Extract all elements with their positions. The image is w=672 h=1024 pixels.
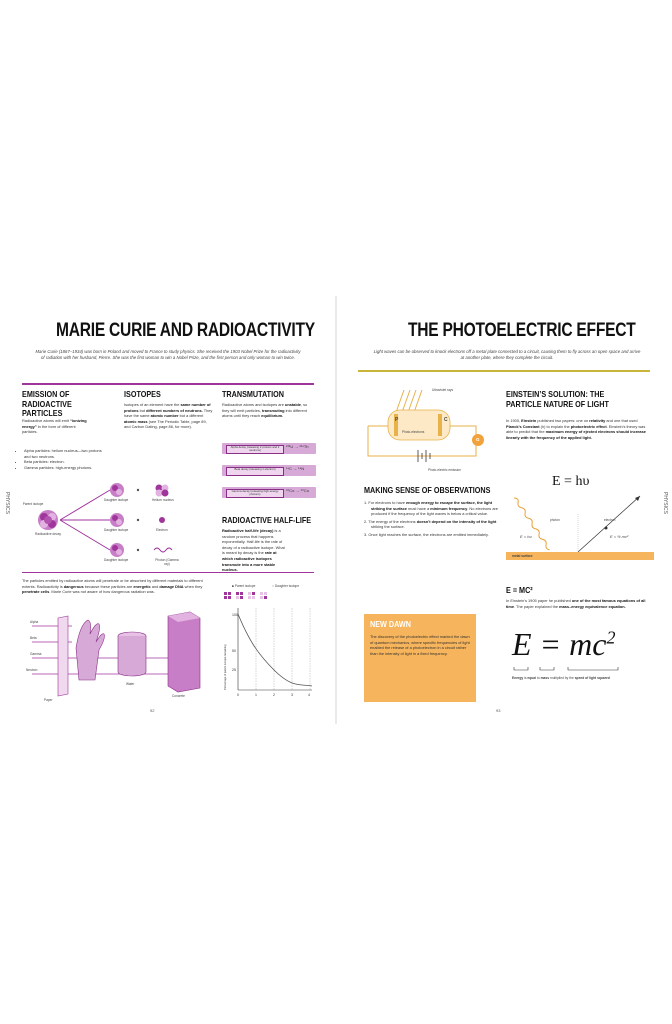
right-page-title: THE PHOTOELECTRIC EFFECT — [408, 320, 636, 341]
electron-path — [578, 496, 640, 552]
emission-heading: EMISSION OF RADIOACTIVE PARTICLES — [22, 389, 72, 418]
list-item: 3. Once light reaches the surface, the electrons are emitted immediately. — [364, 531, 489, 537]
emc-heading: E = MC² — [506, 585, 533, 595]
list-item: 1. For electrons to have enough energy to escape the surface, the light striking the surface must have a minimum frequency. No electrons are produced if the frequency of the light waves is below a critical value. — [364, 500, 498, 517]
y-tick-100: 100 — [232, 613, 238, 617]
beta-label: Beta — [30, 636, 37, 640]
electron-dot — [605, 527, 608, 530]
x-tick-1: 1 — [255, 693, 257, 697]
x-tick-3: 3 — [291, 693, 293, 697]
atom-grid — [224, 592, 267, 599]
equation-brackets — [512, 666, 642, 674]
einstein-heading: EINSTEIN’S SOLUTION: THE PARTICLE NATURE OF LIGHT — [506, 389, 609, 409]
metal-surface-label: metal surface — [512, 554, 533, 558]
photoelectric-circuit — [358, 378, 498, 478]
list-item: • Gamma particles: high-energy photons. — [24, 465, 104, 471]
galvanometer-label: G — [476, 437, 480, 442]
isotopes-text: Isotopes of an element have the same number of protons but different numbers of neutrons. They have the same atomic number but a different atomic mass (see The Periodic Table, page 89, and Carbon Dating, page 86, for more). — [124, 402, 213, 430]
concrete-block — [168, 612, 200, 692]
penetration-text: The particles emitted by radioactive atoms will penetrate or be absorbed by different materials to different extents. Radioactivity is dangerous because these particles are energetic and damage DNA when they penetrate cells. Marie Curie was not aware of how dangerous radiation was. — [22, 578, 203, 595]
decay-diagram — [22, 478, 212, 566]
new-dawn-heading: NEW DAWN — [370, 619, 411, 629]
legend-daughter: ○ Daughter isotope — [272, 584, 300, 588]
plate-c — [438, 414, 442, 436]
alpha-label: Alpha — [30, 620, 39, 624]
penetration-diagram — [22, 608, 212, 704]
parent-isotope-label: Parent isotope — [22, 502, 44, 506]
photon-label: Photon (Gamma ray) — [155, 558, 179, 566]
new-dawn-box — [364, 614, 476, 702]
right-page — [336, 296, 672, 724]
left-page-title: MARIE CURIE AND RADIOACTIVITY — [56, 320, 315, 341]
neutron-label: Neutron — [26, 668, 38, 672]
left-side-label: PHYSICS — [4, 492, 10, 514]
parent-isotope-icon — [38, 510, 58, 530]
gamma-label: Gamma — [30, 652, 42, 656]
decay-label: Radioactive decay — [34, 532, 62, 536]
halflife-chart — [222, 590, 316, 700]
daughter-label-1: Daughter isotope — [104, 498, 129, 502]
emc-equation: $E = mc^2$ — [512, 626, 616, 662]
right-intro: Light waves can be observed to knock electrons off a metal plate connected to a circuit, causing them to fly across an open space and arrive at another plate, where they complete the circuit. — [373, 349, 641, 360]
right-side-label: PHYSICS — [662, 492, 668, 514]
left-header-rule — [22, 383, 314, 385]
gamma-decay-equation: Gamma decay (releasing high-energy photons) ⁶⁰Co → ⁶⁰Co — [222, 487, 316, 498]
y-tick-50: 50 — [232, 649, 236, 653]
daughter-isotope-icon — [110, 483, 124, 557]
photon-energy-label: E = hυ — [520, 534, 532, 539]
plate-c-label: C — [444, 417, 448, 423]
photoelectrons-label: Photo-electrons — [402, 430, 425, 434]
left-page — [0, 296, 336, 724]
helium-nucleus-icon — [156, 485, 169, 497]
transmutation-heading: TRANSMUTATION — [222, 389, 284, 399]
book-spread — [0, 296, 672, 724]
x-tick-4: 4 — [308, 693, 310, 697]
left-mid-rule — [22, 572, 314, 573]
hand-icon — [76, 620, 104, 680]
photon-label: photon — [550, 518, 560, 522]
daughter-label-3: Daughter isotope — [104, 558, 129, 562]
x-tick-2: 2 — [273, 693, 275, 697]
beta-decay-equation: Beta decay (releasing 1 electron) ¹⁴C → ¹⁴N — [222, 465, 316, 476]
transmutation-text: Radioactive atoms and isotopes are unstable, so they will emit particles, transmuting into different atoms until they reach equilibrium. — [222, 402, 308, 419]
einstein-equation: E = hυ — [552, 474, 590, 489]
electron-icon — [159, 517, 165, 523]
electron-label: Electron — [156, 528, 168, 532]
photon-wave-icon — [506, 497, 562, 550]
kinetic-energy-label: E = ½ mv² — [610, 534, 629, 539]
einstein-text: In 1905, Einstein published two papers: one on relativity and one that used Planck’s Constant (h) to explain the photoelectric effect. Einstein’s theory was able to predict that the maximum energy of ejected electrons should increase linearly with the frequency of the applied light. — [506, 418, 646, 440]
alpha-decay-equation: Alpha decay (releasing 2 protons and 2 neutrons) ²³⁸U → ²³⁴Th — [222, 443, 316, 454]
plate-p-label: P — [395, 417, 399, 423]
new-dawn-text: The discovery of the photoelectric effect marked the dawn of quantum mechanics, where specific frequencies of light enabled the release of a photoelectron in a circuit rather than the intensity of light in a fixed frequency. — [370, 634, 470, 656]
isotopes-heading: ISOTOPES — [124, 389, 161, 399]
gamma-wave-icon — [154, 548, 172, 552]
list-item: • Beta particles: electron. — [24, 459, 104, 465]
left-intro: Marie Curie (1867–1934) was born in Poland and moved to France to study physics. She received the 1903 Nobel Prize for the radioactivity of radiation with her husband, Pierre. She was the first woman to win a Nobel Prize, and the first person and only woman to win twice. — [35, 349, 301, 360]
list-item: • Alpha particles: helium nucleus—two protons and two neutrons. — [24, 448, 104, 459]
emc-text: In Einstein’s 1905 paper he published one of the most famous equations of all time. The paper explained the mass–energy equivalence equation. — [506, 598, 646, 609]
emission-label: Photo-electric emission — [428, 468, 461, 472]
emission-bullets — [14, 448, 104, 470]
left-page-number: 92 — [150, 708, 155, 713]
x-tick-0: 0 — [237, 693, 239, 697]
decay-curve — [238, 614, 312, 686]
emission-text: Radioactive atoms will emit “ionizing energy” in the form of different particles. — [22, 418, 87, 435]
list-item: 2. The energy of the electrons doesn’t depend on the intensity of the light striking the surface. — [364, 518, 497, 530]
y-axis-label: Percentage of parent isotope remaining — [224, 644, 227, 690]
helium-label: Helium nucleus — [152, 498, 174, 502]
paper-label: Paper — [44, 698, 53, 702]
uv-label: Ultraviolet rays — [432, 388, 454, 392]
legend-parent: ■ Parent isotope — [232, 584, 256, 588]
halflife-text: Radioactive half-life (decay) is a random process that happens exponentially. Half-life is the rate of decay of a radioactive isotope. What is meant by decay is the rate at which radioactive isotopes transmute into a more stable nucleus. — [222, 528, 285, 573]
observations-list — [364, 500, 498, 538]
observations-heading: MAKING SENSE OF OBSERVATIONS — [364, 485, 491, 495]
water-container — [118, 636, 146, 676]
y-tick-25: 25 — [232, 668, 236, 672]
concrete-label: Concrete — [172, 694, 185, 698]
paper-sheet — [58, 616, 68, 696]
halflife-heading: RADIOACTIVE HALF-LIFE — [222, 515, 312, 525]
right-page-number: 93 — [496, 708, 501, 713]
water-label: Water — [126, 682, 135, 686]
right-header-rule — [358, 370, 650, 372]
daughter-label-2: Daughter isotope — [104, 528, 129, 532]
electron-label: electron — [604, 518, 616, 522]
emc-caption: Energy is equal to mass multiplied by the speed of light squared — [512, 676, 610, 680]
